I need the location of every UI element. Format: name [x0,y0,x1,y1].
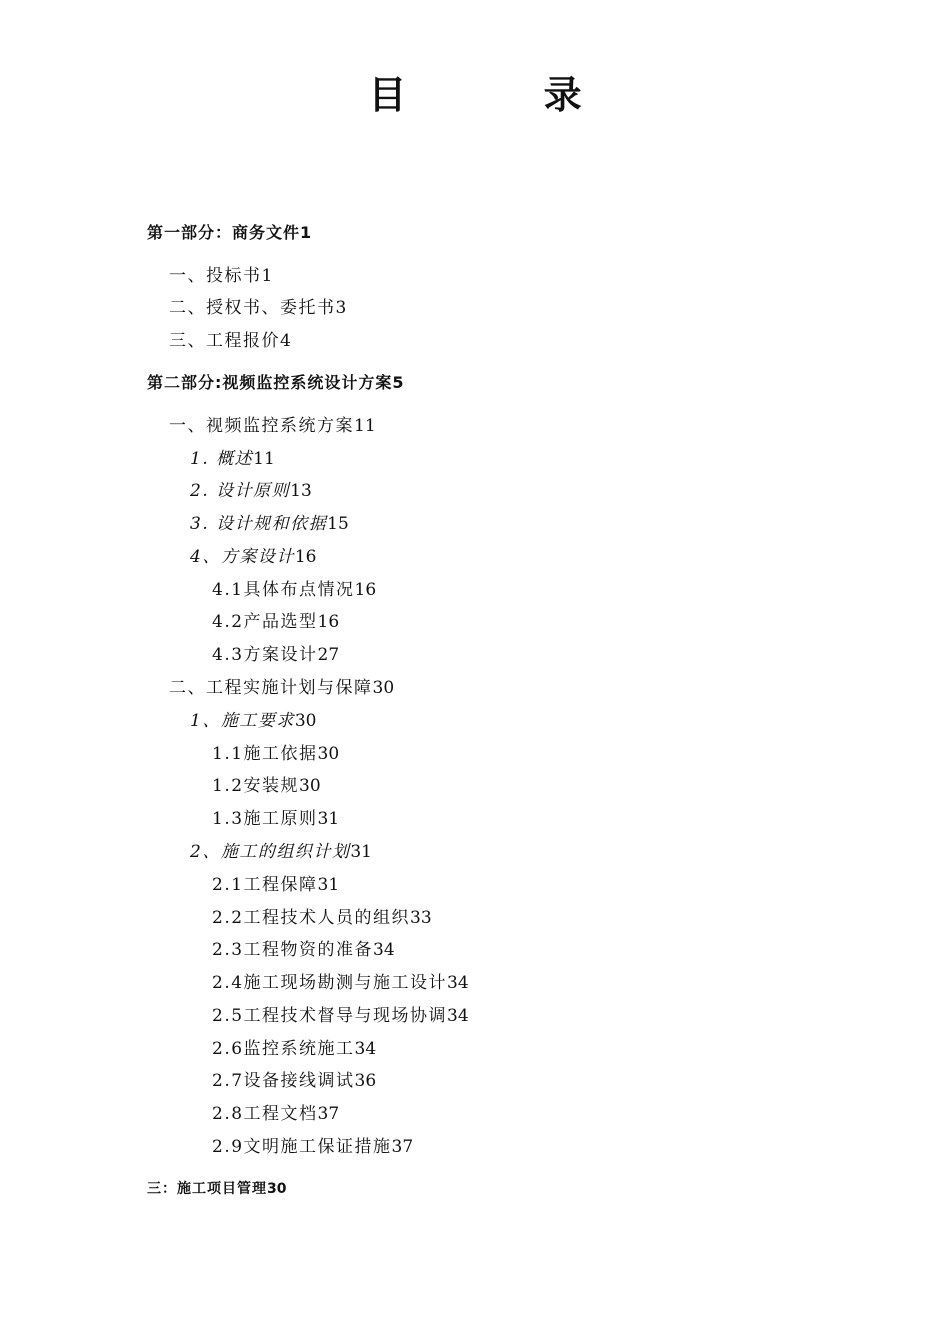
toc-entry[interactable] [147,1178,286,1200]
toc-entry[interactable] [212,874,339,896]
toc-entry-title: 2.7设备接线调试 [212,1071,355,1091]
toc-entry-title: 4.2产品选型 [212,612,318,632]
toc-entry-page: 11 [354,416,376,436]
toc-entry-page: 3 [335,298,347,318]
toc-entry-title: 2.2工程技术人员的组织 [212,908,411,928]
toc-entry-page: 1 [300,223,312,242]
toc-entry-page: 31 [317,875,340,895]
toc-entry-page: 30 [299,776,321,796]
toc-entry[interactable] [190,841,372,863]
toc-entry[interactable] [212,1136,413,1158]
toc-entry-page: 34 [354,1039,377,1059]
toc-entry-title: 二、工程实施计划与保障 [169,678,373,698]
toc-entry-title: 4、方案设计 [190,547,295,567]
toc-entry-title: 4.1具体布点情况 [212,580,355,600]
toc-entry-title: 1. 概述 [190,449,254,469]
toc-entry-page: 34 [373,940,395,960]
toc-entry[interactable] [190,546,316,568]
toc-entry-page: 16 [294,547,317,567]
toc-entry-title: 一、投标书 [169,266,262,286]
toc-entry-title: 1.2安装规 [212,776,300,796]
toc-entry-title: 二、授权书、委托书 [169,298,336,318]
toc-entry-title: 2.4施工现场勘测与施工设计 [212,973,448,993]
toc-entry[interactable] [169,415,376,437]
toc-entry[interactable] [212,579,376,601]
toc-entry[interactable] [212,1038,376,1060]
toc-entry-page: 4 [280,331,291,351]
toc-entry[interactable] [212,775,321,797]
toc-entry-page: 31 [350,842,372,862]
toc-entry-page: 16 [354,580,377,600]
toc-entry-title: 4.3方案设计 [212,645,318,665]
toc-entry[interactable] [169,677,394,699]
toc-entry-page: 34 [447,973,469,993]
toc-entry[interactable] [190,710,316,732]
toc-entry-title: 3. 设计规和依据 [190,514,328,534]
toc-entry[interactable] [212,808,339,830]
toc-entry[interactable] [212,1103,339,1125]
toc-entry-title: 三：施工项目管理 [147,1181,267,1197]
toc-entry-title: 一、视频监控系统方案 [169,416,354,436]
toc-entry-title: 2.6监控系统施工 [212,1039,355,1059]
toc-entry-page: 33 [410,908,432,928]
page-title: 目 录 [368,73,644,117]
toc-entry[interactable] [212,1070,376,1092]
toc-entry-page: 11 [253,449,275,469]
toc-entry[interactable] [169,265,272,287]
toc-entry-page: 30 [267,1181,287,1197]
toc-entry[interactable] [212,907,432,929]
toc-entry-title: 第一部分：商务文件 [147,223,301,242]
toc-entry-page: 15 [327,514,349,534]
toc-entry-page: 37 [391,1137,414,1157]
toc-entry[interactable] [212,644,339,666]
toc-entry-title: 三、工程报价 [169,331,280,351]
toc-entry-title: 2.8工程文档 [212,1104,318,1124]
toc-entry-title: 1.1施工依据 [212,744,318,764]
toc-entry-page: 34 [447,1006,469,1026]
toc-entry[interactable] [190,513,349,535]
toc-entry[interactable] [212,972,469,994]
toc-entry-title: 2.3工程物资的准备 [212,940,374,960]
toc-entry-page: 31 [317,809,340,829]
toc-entry-title: 2. 设计原则 [190,481,291,501]
toc-entry-page: 30 [294,711,317,731]
toc-entry-title: 1.3施工原则 [212,809,318,829]
toc-entry-title: 2.1工程保障 [212,875,318,895]
toc-entry[interactable] [212,611,339,633]
toc-entry[interactable] [212,1005,469,1027]
toc-entry-page: 16 [317,612,340,632]
toc-entry-page: 5 [392,373,404,392]
toc-entry-page: 30 [372,678,395,698]
toc-entry[interactable] [147,222,311,244]
toc-entry-page: 37 [317,1104,340,1124]
toc-entry[interactable] [169,297,346,319]
toc-entry[interactable] [212,939,395,961]
toc-entry[interactable] [190,480,312,502]
toc-entry-title: 2、施工的组织计划 [190,842,351,862]
toc-entry-title: 第二部分:视频监控系统设计方案 [147,373,393,392]
toc-entry-page: 13 [290,481,312,501]
toc-entry-title: 2.5工程技术督导与现场协调 [212,1006,448,1026]
toc-entry[interactable] [212,743,339,765]
toc-entry[interactable] [169,330,291,352]
toc-entry[interactable] [190,448,275,470]
toc-entry-page: 1 [261,266,273,286]
toc-entry-title: 1、施工要求 [190,711,295,731]
toc-entry-title: 2.9文明施工保证措施 [212,1137,392,1157]
toc-entry[interactable] [147,372,404,394]
toc-entry-page: 27 [317,645,340,665]
toc-entry-page: 30 [317,744,340,764]
toc-entry-page: 36 [354,1071,377,1091]
